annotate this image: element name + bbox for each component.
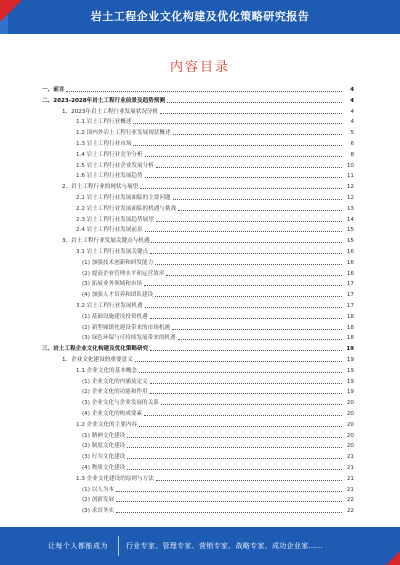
toc-entry[interactable] bbox=[42, 324, 354, 332]
toc-leader-dots bbox=[127, 447, 342, 448]
toc-entry-label: (1) 基础设施建设投资机遇 bbox=[82, 313, 148, 320]
toc-entry[interactable] bbox=[42, 205, 354, 213]
toc-entry-label: 1.3 企业文化建设的原则与方法 bbox=[76, 475, 154, 482]
toc-entry-label: 3.1 岩土工程行业发展关键点 bbox=[76, 249, 149, 255]
toc-leader-dots bbox=[133, 123, 342, 124]
toc-leader-dots bbox=[172, 329, 342, 330]
toc-leader-dots bbox=[150, 350, 342, 351]
toc-entry-page: 4 bbox=[350, 97, 354, 104]
toc-entry[interactable] bbox=[42, 442, 354, 450]
toc-leader-dots bbox=[178, 339, 342, 340]
toc-leader-dots bbox=[145, 231, 342, 232]
toc-entry[interactable] bbox=[42, 453, 354, 461]
toc-entry[interactable] bbox=[42, 183, 354, 191]
toc-entry[interactable] bbox=[42, 172, 354, 180]
toc-entry[interactable] bbox=[42, 280, 354, 288]
toc-entry-page: 20 bbox=[346, 411, 354, 417]
toc-entry-page: 5 bbox=[350, 130, 354, 137]
toc-entry[interactable] bbox=[42, 270, 354, 278]
toc-leader-dots bbox=[144, 415, 342, 416]
toc-entry[interactable] bbox=[42, 140, 354, 148]
toc-entry-page: 4 bbox=[350, 108, 354, 115]
toc-entry-label: 3.2 岩土工程行业发展机遇 bbox=[76, 303, 143, 309]
toc-entry-page: 21 bbox=[346, 475, 354, 482]
toc-entry-page: 13 bbox=[346, 205, 354, 212]
toc-leader-dots bbox=[116, 512, 342, 513]
toc-leader-dots bbox=[139, 426, 342, 427]
toc-entry-page: 6 bbox=[350, 141, 354, 147]
toc-leader-dots bbox=[151, 242, 342, 243]
toc-entry-page: 12 bbox=[346, 195, 354, 201]
table-of-contents bbox=[42, 86, 354, 518]
toc-entry-page: 4 bbox=[350, 87, 354, 93]
toc-entry-label: (3) 绿色环保与可持续发展带来的机遇 bbox=[82, 335, 176, 342]
toc-entry[interactable] bbox=[42, 237, 354, 245]
toc-entry[interactable] bbox=[42, 194, 354, 202]
toc-entry-page: 18 bbox=[346, 335, 354, 342]
toc-entry[interactable] bbox=[42, 259, 354, 267]
toc-entry-label: (4) 物质文化建设 bbox=[82, 465, 126, 471]
toc-entry[interactable] bbox=[42, 108, 354, 116]
toc-leader-dots bbox=[140, 188, 342, 189]
toc-leader-dots bbox=[166, 275, 342, 276]
report-title: 岩土工程企业文化构建及优化策略研究报告 bbox=[90, 10, 310, 23]
toc-leader-dots bbox=[156, 480, 342, 481]
toc-entry-label: 1.3 岩土工程行业市场 bbox=[76, 141, 132, 147]
toc-entry-page: 18 bbox=[346, 313, 354, 320]
toc-leader-dots bbox=[160, 113, 342, 114]
toc-entry[interactable] bbox=[42, 464, 354, 472]
toc-entry-page: 19 bbox=[346, 357, 354, 363]
toc-entry-label: (1) 以人为本 bbox=[82, 486, 115, 493]
footer-divider bbox=[118, 536, 119, 556]
toc-entry-page: 16 bbox=[346, 259, 354, 266]
toc-entry-label: (2) 制度文化建设 bbox=[82, 443, 126, 450]
toc-entry-label: (2) 企业文化的功能和作用 bbox=[82, 389, 148, 396]
footer-red-corner bbox=[386, 551, 400, 565]
toc-leader-dots bbox=[167, 102, 342, 103]
toc-entry-label: 1.1 岩土工程行业概述 bbox=[76, 119, 132, 126]
toc-entry-page: 17 bbox=[346, 292, 354, 299]
toc-heading: 内容目录 bbox=[169, 60, 230, 75]
toc-entry-page: 17 bbox=[346, 303, 354, 309]
toc-entry-label: 三、岩土工程企业文化构建及优化策略研究 bbox=[42, 346, 149, 353]
toc-leader-dots bbox=[145, 156, 342, 157]
header-banner bbox=[0, 0, 400, 34]
toc-entry[interactable] bbox=[42, 313, 354, 321]
toc-entry-page: 22 bbox=[346, 497, 354, 504]
toc-leader-dots bbox=[145, 307, 342, 308]
toc-entry[interactable] bbox=[42, 432, 354, 440]
toc-leader-dots bbox=[156, 167, 342, 168]
toc-entry-label: (2) 创新发展 bbox=[82, 497, 115, 504]
toc-entry-label: 2、岩土工程行业的现状与展望 bbox=[62, 184, 139, 191]
toc-entry[interactable] bbox=[42, 486, 354, 494]
toc-entry[interactable] bbox=[42, 86, 354, 94]
toc-entry-page: 17 bbox=[346, 281, 354, 288]
toc-leader-dots bbox=[173, 199, 342, 200]
toc-entry-page: 21 bbox=[346, 454, 354, 461]
toc-entry-page: 11 bbox=[346, 173, 354, 180]
toc-entry-page: 15 bbox=[346, 227, 354, 234]
toc-entry[interactable] bbox=[42, 216, 354, 224]
toc-entry-page: 19 bbox=[346, 367, 354, 374]
toc-leader-dots bbox=[150, 383, 342, 384]
toc-entry-label: 1.2 企业文化的主要内容 bbox=[76, 421, 138, 428]
toc-entry[interactable] bbox=[42, 410, 354, 418]
toc-entry[interactable] bbox=[42, 248, 354, 256]
toc-entry-label: (4) 加强人才培养和团队建设 bbox=[82, 292, 154, 299]
toc-entry[interactable] bbox=[42, 496, 354, 504]
toc-leader-dots bbox=[155, 264, 342, 265]
toc-entry-page: 8 bbox=[350, 151, 354, 158]
toc-entry-label: (4) 企业文化的构成要素 bbox=[82, 411, 143, 417]
toc-leader-dots bbox=[156, 221, 342, 222]
toc-entry-page: 16 bbox=[346, 249, 354, 255]
toc-entry-label: 2.4 岩土工程行业发展前景 bbox=[76, 227, 143, 234]
toc-entry[interactable] bbox=[42, 356, 354, 364]
footer-banner bbox=[0, 527, 400, 565]
toc-entry[interactable] bbox=[42, 118, 354, 126]
toc-leader-dots bbox=[66, 91, 342, 92]
toc-entry-label: 二、2023-2028年岩土工程行业前景及趋势预测 bbox=[42, 97, 165, 104]
toc-entry-page: 19 bbox=[346, 389, 354, 396]
toc-entry[interactable] bbox=[42, 129, 354, 137]
toc-leader-dots bbox=[150, 253, 342, 254]
toc-entry-label: (3) 企业文化与企业发展的关系 bbox=[82, 400, 159, 407]
toc-entry-label: 1、企业文化建设的重要意义 bbox=[62, 357, 133, 363]
toc-entry-label: 2.3 岩土工程行业发展趋势展望 bbox=[76, 216, 154, 223]
toc-entry-page: 12 bbox=[346, 184, 354, 191]
toc-entry-page: 14 bbox=[346, 216, 354, 223]
toc-entry-label: 1.2 国内外岩土工程行业发展现状概述 bbox=[76, 130, 171, 137]
toc-entry-page: 15 bbox=[346, 238, 354, 245]
toc-leader-dots bbox=[144, 285, 342, 286]
toc-entry[interactable] bbox=[42, 302, 354, 310]
toc-entry[interactable] bbox=[42, 399, 354, 407]
toc-entry-label: (2) 提高企业管理水平和运营效率 bbox=[82, 270, 165, 277]
toc-entry-label: (3) 行为文化建设 bbox=[82, 454, 126, 461]
toc-leader-dots bbox=[116, 491, 342, 492]
toc-entry-label: (1) 加强技术创新和研发能力 bbox=[82, 259, 154, 266]
footer-tagline: 行业专家、管理专家、营销专家、战略专家、成功企业家…… bbox=[126, 542, 324, 550]
toc-entry[interactable] bbox=[42, 226, 354, 234]
toc-entry[interactable] bbox=[42, 378, 354, 386]
toc-entry[interactable] bbox=[42, 151, 354, 159]
footer-slogan: 让每个人都能成为 bbox=[48, 542, 108, 550]
toc-entry-label: 1.5 岩土工程行业企业发展分析 bbox=[76, 162, 154, 169]
toc-entry-page: 20 bbox=[346, 443, 354, 450]
toc-leader-dots bbox=[139, 372, 342, 373]
toc-leader-dots bbox=[150, 318, 342, 319]
toc-entry-label: 一、前言 bbox=[42, 87, 65, 93]
toc-leader-dots bbox=[161, 404, 342, 405]
toc-entry[interactable] bbox=[42, 162, 354, 170]
toc-leader-dots bbox=[178, 210, 342, 211]
toc-entry-label: (3) 求真务实 bbox=[82, 508, 115, 515]
toc-entry-page: 4 bbox=[350, 119, 354, 126]
toc-entry-label: 1.4 岩土工程行业竞争分析 bbox=[76, 151, 143, 158]
toc-entry-label: 3、岩土工程行业发展关键点与机遇 bbox=[62, 238, 150, 245]
toc-entry-label: 1.6 岩土工程行业发展趋势 bbox=[76, 173, 143, 180]
toc-entry-label: (3) 拓展业务领域和市场 bbox=[82, 281, 143, 288]
toc-leader-dots bbox=[127, 437, 342, 438]
toc-entry-page: 22 bbox=[346, 508, 354, 515]
toc-entry[interactable] bbox=[42, 334, 354, 342]
toc-entry-label: (1) 精神文化建设 bbox=[82, 432, 126, 439]
toc-entry[interactable] bbox=[42, 367, 354, 375]
toc-leader-dots bbox=[150, 393, 342, 394]
toc-entry[interactable] bbox=[42, 421, 354, 429]
toc-entry-page: 19 bbox=[346, 378, 354, 385]
toc-entry[interactable] bbox=[42, 97, 354, 105]
toc-entry-page: 20 bbox=[346, 421, 354, 428]
toc-leader-dots bbox=[145, 177, 342, 178]
toc-entry-page: 21 bbox=[346, 465, 354, 471]
toc-entry-page: 21 bbox=[346, 486, 354, 493]
toc-leader-dots bbox=[155, 296, 342, 297]
toc-entry-page: 16 bbox=[346, 270, 354, 277]
toc-entry[interactable] bbox=[42, 475, 354, 483]
toc-entry-label: (1) 企业文化的内涵及定义 bbox=[82, 378, 148, 385]
toc-leader-dots bbox=[173, 134, 342, 135]
toc-entry-page: 18 bbox=[346, 324, 354, 331]
toc-entry-label: 2.1 岩土工程行业发展面临的主要问题 bbox=[76, 195, 171, 201]
toc-leader-dots bbox=[133, 145, 342, 146]
toc-leader-dots bbox=[127, 458, 342, 459]
toc-entry-label: 1.1 企业文化的基本概念 bbox=[76, 367, 138, 374]
toc-entry-page: 10 bbox=[346, 162, 354, 169]
toc-leader-dots bbox=[135, 361, 342, 362]
toc-entry-label: (2) 新型城镇化建设带来的市场机遇 bbox=[82, 324, 171, 331]
toc-entry[interactable] bbox=[42, 291, 354, 299]
toc-leader-dots bbox=[116, 501, 342, 502]
toc-entry[interactable] bbox=[42, 507, 354, 515]
toc-entry-page: 19 bbox=[346, 346, 354, 353]
toc-leader-dots bbox=[127, 469, 342, 470]
toc-entry-page: 20 bbox=[346, 432, 354, 439]
toc-entry-page: 20 bbox=[346, 400, 354, 407]
toc-entry-label: 1、2023年岩土工程行业发展状况分析 bbox=[62, 108, 159, 115]
toc-entry[interactable] bbox=[42, 388, 354, 396]
toc-entry[interactable] bbox=[42, 345, 354, 353]
toc-entry-label: 2.2 岩土工程行业发展面临的机遇与挑战 bbox=[76, 205, 177, 212]
